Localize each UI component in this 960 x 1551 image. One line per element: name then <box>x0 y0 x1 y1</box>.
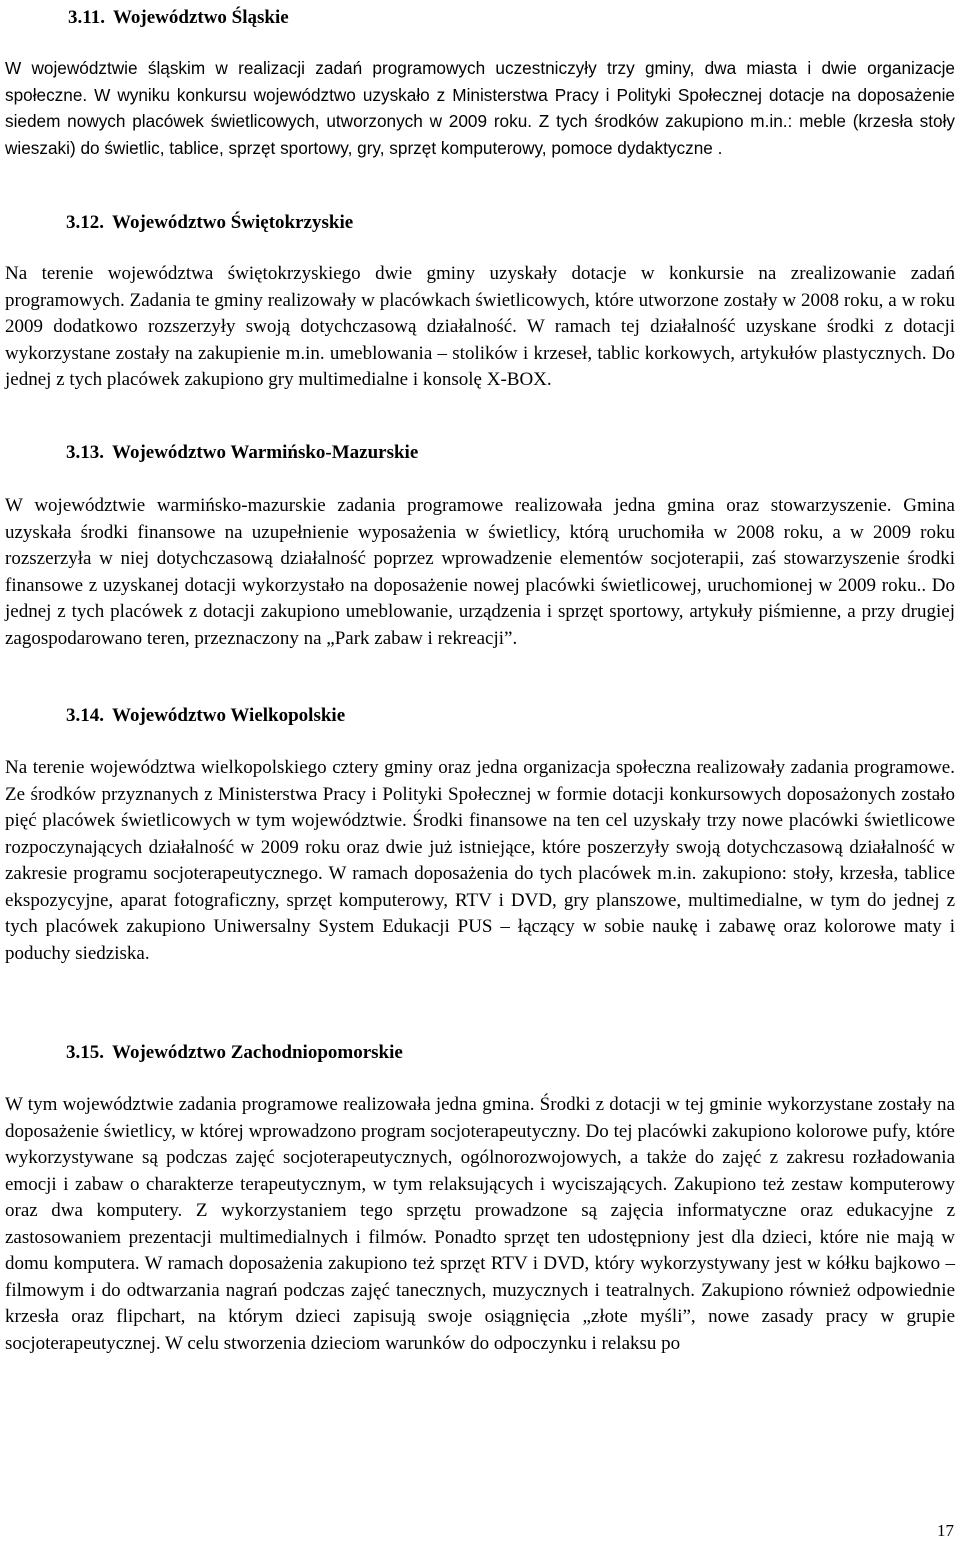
section-body-3-13: W województwie warmińsko-mazurskie zadania programowe realizowała jedna gmina oraz stowarzyszenie. Gmina uzyskała środki finansowe na uzupełnienie wyposażenia w świetlicy, którą uruchomiła w 2008 roku, a w 2009 roku rozszerzyła w niej dotychczasową działalność poprzez wprowadzenie elementów socjoterapii, zaś stowarzyszenie środki finansowe z uzyskanej dotacji wykorzystało na doposażenie nowej placówki świetlicowej, uruchomionej w 2009 roku.. Do jednej z tych placówek z dotacji zakupiono umeblowanie, urządzenia i sprzęt sportowy, artykuły piśmienne, a przy drugiej zagospodarowano teren, przeznaczony na „Park zabaw i rekreacji”. <box>5 495 955 649</box>
section-heading-3-12 <box>66 211 353 235</box>
section-number: 3.13. <box>66 442 104 463</box>
page-number: 17 <box>937 1521 954 1540</box>
section-body-3-12: Na terenie województwa świętokrzyskiego dwie gminy uzyskały dotacje w konkursie na zrealizowanie zadań programowych. Zadania te gminy realizowały w placówkach świetlicowych, które utworzone zostały w 2008 roku, a w roku 2009 dodatkowo rozszerzyły swoją dotychczasową działalność. W ramach tej działalność uzyskane środki z dotacji wykorzystane zostały na zakupienie m.in. umeblowania – stolików i krzeseł, tablic korkowych, artykułów plastycznych. Do jednej z tych placówek zakupiono gry multimedialne i konsolę X-BOX. <box>5 263 955 390</box>
section-title: Województwo Warmińsko-Mazurskie <box>112 442 419 463</box>
section-heading-3-14 <box>66 704 345 728</box>
section-title: Województwo Śląskie <box>112 7 289 28</box>
section-title: Województwo Wielkopolskie <box>112 705 346 726</box>
section-body-3-15: W tym województwie zadania programowe realizowała jedna gmina. Środki z dotacji w tej gminie wykorzystane zostały na doposażenie świetlicy, w której wprowadzono program socjoterapeutyczny. Do tej placówki zakupiono kolorowe pufy, które wykorzystywane są podczas zajęć socjoterapeutycznych, ogólnorozwojowych, a także do zajęć z zakresu rozładowania emocji i zabaw o charakterze terapeutycznym, w tym relaksujących i wyciszających. Zakupiono też zestaw komputerowy oraz dwa komputery. Z wykorzystaniem tego sprzętu prowadzone są zajęcia informatyczne oraz edukacyjne z zastosowaniem prezentacji multimedialnych i filmów. Ponadto sprzęt ten udostępniony jest dla dzieci, które nie mają w domu komputera. W ramach doposażenia zakupiono też sprzęt RTV i DVD, który wykorzystywany jest w kółku bajkowo – filmowym i do odtwarzania nagrań podczas zajęć tanecznych, muzycznych i teatralnych. Zakupiono również odpowiednie krzesła oraz flipchart, na którym dzieci zapisują swoje osiągnięcia „złote myśli”, nowe zasady pracy w grupie socjoterapeutycznej. W celu stworzenia dzieciom warunków do odpoczynku i relaksu po <box>5 1094 955 1354</box>
section-title: Województwo Zachodniopomorskie <box>112 1042 403 1063</box>
section-heading-3-11 <box>68 6 289 30</box>
section-title: Województwo Świętokrzyskie <box>112 212 354 233</box>
section-number: 3.11. <box>68 7 105 28</box>
section-heading-3-15 <box>66 1041 403 1065</box>
section-number: 3.14. <box>66 705 104 726</box>
section-heading-3-13 <box>66 441 418 465</box>
section-body-3-14: Na terenie województwa wielkopolskiego cztery gminy oraz jedna organizacja społeczna realizowały zadania programowe. Ze środków przyznanych z Ministerstwa Pracy i Polityki Społecznej w formie dotacji konkursowych doposażonych zostało pięć placówek świetlicowych w tym województwie. Środki finansowe na ten cel uzyskały trzy nowe placówki świetlicowe rozpoczynających działalność w 2009 roku oraz dwie już istniejące, które poszerzyły swoją dotychczasową działalność w zakresie programu socjoterapeutycznego. W ramach doposażenia do tych placówek m.in. zakupiono: stoły, krzesła, tablice ekspozycyjne, aparat fotograficzny, sprzęt komputerowy, RTV i DVD, gry planszowe, multimedialne, w tym do jednej z tych placówek zakupiono Uniwersalny System Edukacji PUS – łączący w sobie naukę i zabawę oraz kolorowe maty i poduchy siedziska. <box>5 757 955 964</box>
section-number: 3.15. <box>66 1042 104 1063</box>
section-number: 3.12. <box>66 212 104 233</box>
section-body-3-11: W województwie śląskim w realizacji zadań programowych uczestniczyły trzy gminy, dwa miasta i dwie organizacje społeczne. W wyniku konkursu województwo uzyskało z Ministerstwa Pracy i Polityki Społecznej dotacje na doposażenie siedem nowych placówek świetlicowych, utworzonych w 2009 roku. Z tych środków zakupiono m.in.: meble (krzesła stoły wieszaki) do świetlic, tablice, sprzęt sportowy, gry, sprzęt komputerowy, pomoce dydaktyczne . <box>5 58 955 158</box>
